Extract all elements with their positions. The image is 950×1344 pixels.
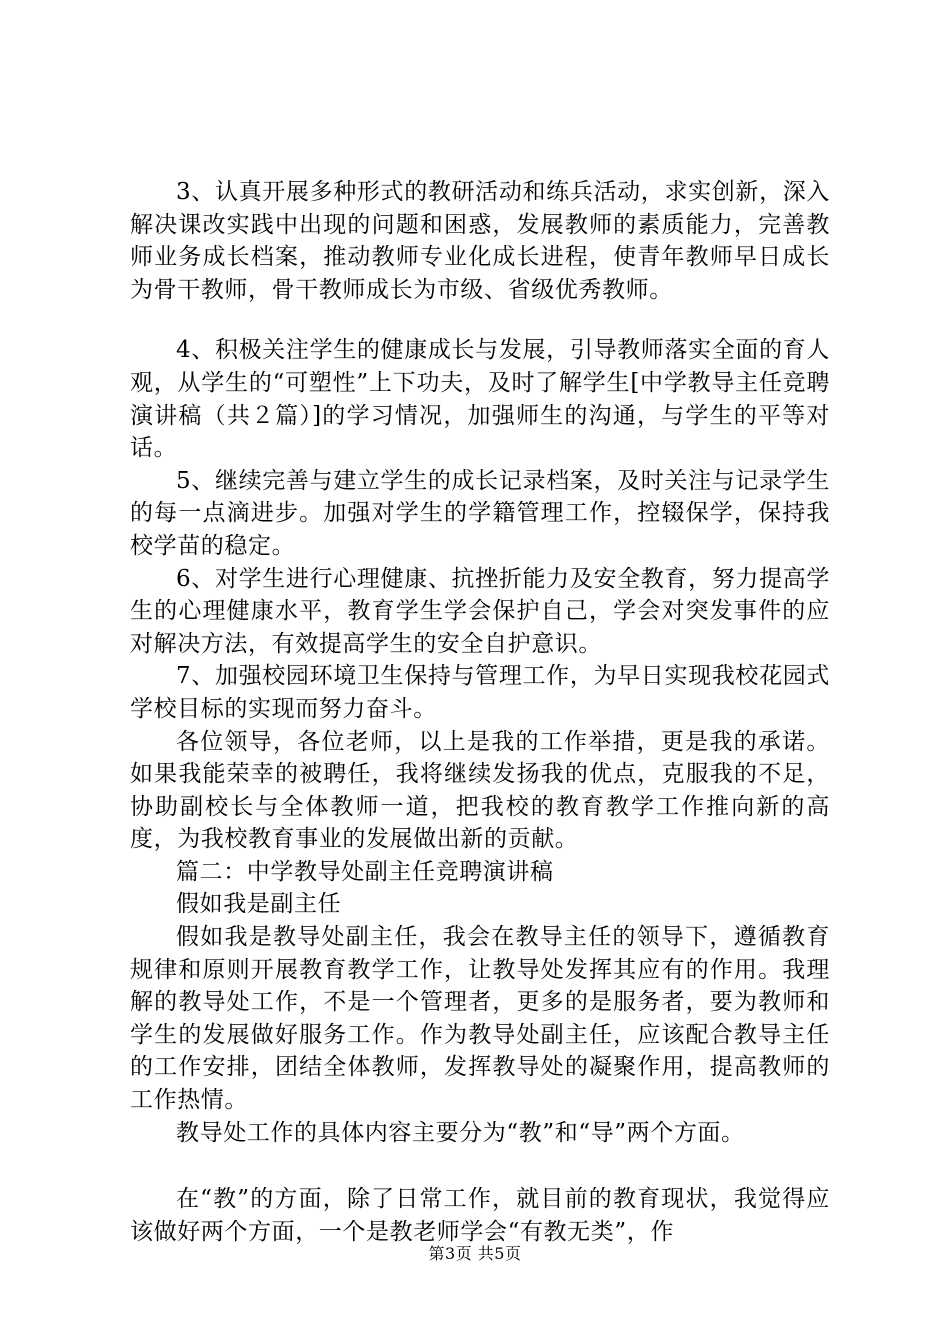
section-subtitle: 假如我是副主任 — [176, 891, 342, 918]
paragraph-item-6: 6、对学生进行心理健康、抗挫折能力及安全教育，努力提高学生的心理健康水平，教育学生学会保护自己，学会对突发事件的应对解决方法，有效提高学生的安全自护意识。 — [130, 565, 830, 657]
section-heading: 篇二：中学教导处副主任竞聘演讲稿 — [176, 858, 554, 885]
paragraph-item-5: 5、继续完善与建立学生的成长记录档案，及时关注与记录学生的每一点滴进步。加强对学生的学籍管理工作，控辍保学，保持我校学苗的稳定。 — [130, 467, 830, 559]
page-number-footer: 第3页 共5页 — [428, 1244, 522, 1263]
document-body — [130, 176, 830, 1248]
body-paragraph: 假如我是教导处副主任，我会在教导主任的领导下，遵循教育规律和原则开展教育教学工作，让教导处发挥其应有的作用。我理解的教导处工作，不是一个管理者，更多的是服务者，要为教师和学生的发展做好服务工作。作为教导处副主任，应该配合教导主任的工作安排，团结全体教师，发挥教导处的凝聚作用，提高教师的工作热情。 — [130, 924, 830, 1114]
body-paragraph: 教导处工作的具体内容主要分为“教”和“导”两个方面。 — [176, 1119, 745, 1146]
paragraph-item-3: 3、认真开展多种形式的教研活动和练兵活动，求实创新，深入解决课改实践中出现的问题和困惑，发展教师的素质能力，完善教师业务成长档案，推动教师专业化成长进程，使青年教师早日成长为骨干教师，骨干教师成长为市级、省级优秀教师。 — [130, 179, 830, 303]
paragraph-item-7: 7、加强校园环境卫生保持与管理工作，为早日实现我校花园式学校目标的实现而努力奋斗。 — [130, 663, 830, 722]
body-paragraph: 在“教”的方面，除了日常工作，就目前的教育现状，我觉得应该做好两个方面，一个是教老师学会“有教无类”，作 — [130, 1186, 830, 1245]
closing-paragraph: 各位领导，各位老师，以上是我的工作举措，更是我的承诺。如果我能荣幸的被聘任，我将继续发扬我的优点，克服我的不足，协助副校长与全体教师一道，把我校的教育教学工作推向新的高度，为我校教育事业的发展做出新的贡献。 — [130, 728, 830, 853]
paragraph-item-4: 4、积极关注学生的健康成长与发展，引导教师落实全面的育人观，从学生的“可塑性”上下功夫，及时了解学生[中学教导主任竞聘演讲稿（共２篇）]的学习情况，加强师生的沟通，与学生的平等对话。 — [130, 337, 830, 462]
